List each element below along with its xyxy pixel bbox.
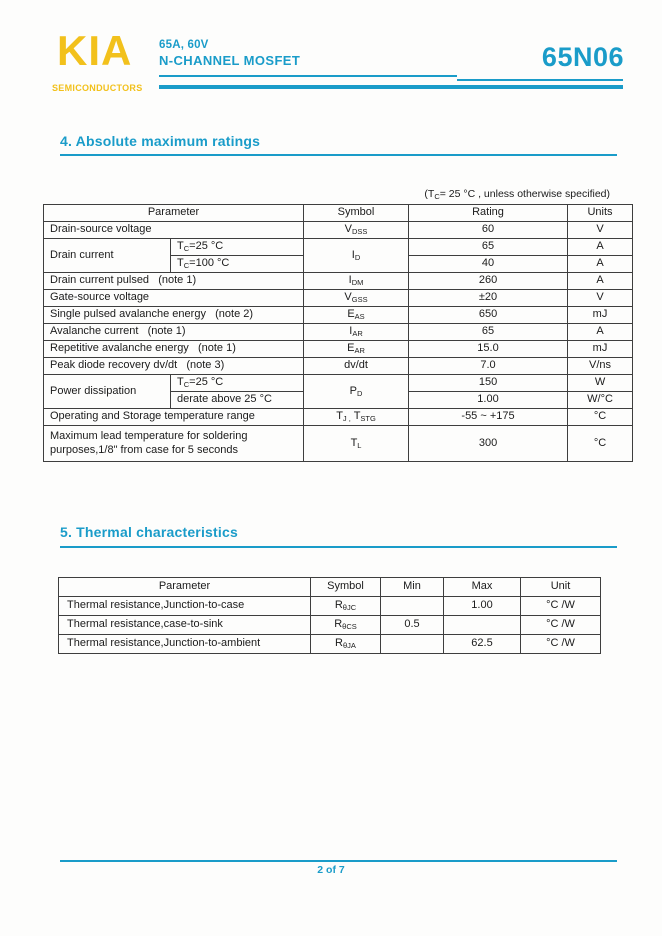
param-cell: Power dissipation: [44, 375, 171, 409]
section5-rule: [60, 546, 617, 548]
table-header-row: [59, 578, 601, 597]
rating-cell: 1.00: [409, 392, 568, 409]
symbol-cell: $P_D$: [304, 375, 409, 409]
col-header-symbol: Symbol: [304, 205, 409, 222]
brand-logo: KIA: [57, 27, 133, 74]
units-cell: °C: [568, 426, 633, 462]
table-row: [44, 307, 633, 324]
units-cell: A: [568, 324, 633, 341]
rating-cell: 65: [409, 239, 568, 256]
symbol-cell: $T_{J ,}$ $T_{STG}$: [304, 409, 409, 426]
rating-cell: 60: [409, 222, 568, 239]
table-row: [44, 222, 633, 239]
table-row: [44, 426, 633, 462]
device-description: [159, 39, 300, 68]
min-cell: [381, 597, 444, 616]
col-header-symbol: Symbol: [311, 578, 381, 597]
rating-cell: -55 ~ +175: [409, 409, 568, 426]
param-cell: Avalanche current (note 1): [44, 324, 304, 341]
condition-note: ($T_C= 25$ °C , unless otherwise specified): [424, 188, 610, 201]
param-cell: Thermal resistance,Junction-to-case: [59, 597, 311, 616]
table-row: [44, 375, 633, 392]
table-header-row: [44, 205, 633, 222]
param-cell: Drain current pulsed (note 1): [44, 273, 304, 290]
param-cell: Drain current: [44, 239, 171, 273]
min-cell: [381, 635, 444, 654]
unit-cell: °C /W: [521, 616, 601, 635]
sub-param-cell: derate above 25 °C: [171, 392, 304, 409]
rating-cell: 7.0: [409, 358, 568, 375]
symbol-cell: $E_{AR}$: [304, 341, 409, 358]
unit-cell: °C /W: [521, 635, 601, 654]
header-rule-thick: [159, 85, 623, 89]
symbol-cell: $R_{\theta CS}$: [311, 616, 381, 635]
param-cell: Single pulsed avalanche energy (note 2): [44, 307, 304, 324]
rating-cell: 300: [409, 426, 568, 462]
param-cell: Peak diode recovery dv/dt (note 3): [44, 358, 304, 375]
unit-cell: °C /W: [521, 597, 601, 616]
col-header-max: Max: [444, 578, 521, 597]
max-cell: 62.5: [444, 635, 521, 654]
symbol-cell: $I_{DM}$: [304, 273, 409, 290]
col-header-parameter: Parameter: [44, 205, 304, 222]
symbol-cell: $V_{GSS}$: [304, 290, 409, 307]
units-cell: W/°C: [568, 392, 633, 409]
section5-title: 5. Thermal characteristics: [60, 524, 238, 540]
thermal-characteristics-table: [58, 577, 601, 654]
rating-cell: 150: [409, 375, 568, 392]
param-cell: Operating and Storage temperature range: [44, 409, 304, 426]
units-cell: mJ: [568, 307, 633, 324]
table-row: [59, 597, 601, 616]
param-cell: Maximum lead temperature for soldering purposes,1/8" from case for 5 seconds: [44, 426, 304, 462]
symbol-cell: $E_{AS}$: [304, 307, 409, 324]
col-header-parameter: Parameter: [59, 578, 311, 597]
brand-logo-subtext: SEMICONDUCTORS: [52, 83, 143, 93]
sub-param-cell: $T_C=100$ °C: [171, 256, 304, 273]
min-cell: 0.5: [381, 616, 444, 635]
table-row: [44, 409, 633, 426]
units-cell: A: [568, 273, 633, 290]
table-row: [44, 239, 633, 256]
rating-cell: 65: [409, 324, 568, 341]
units-cell: V/ns: [568, 358, 633, 375]
rating-cell: 15.0: [409, 341, 568, 358]
section4-title: 4. Absolute maximum ratings: [60, 133, 261, 149]
col-header-units: Units: [568, 205, 633, 222]
units-cell: V: [568, 222, 633, 239]
col-header-unit: Unit: [521, 578, 601, 597]
symbol-cell: $R_{\theta JC}$: [311, 597, 381, 616]
header-rule-thin-left: [159, 75, 457, 77]
section4-rule: [60, 154, 617, 156]
param-cell: Thermal resistance,case-to-sink: [59, 616, 311, 635]
table-row: [44, 290, 633, 307]
col-header-min: Min: [381, 578, 444, 597]
symbol-cell: $T_L$: [304, 426, 409, 462]
part-number: 65N06: [541, 42, 624, 72]
table-row: [44, 358, 633, 375]
max-cell: 1.00: [444, 597, 521, 616]
param-cell: Thermal resistance,Junction-to-ambient: [59, 635, 311, 654]
max-cell: [444, 616, 521, 635]
absolute-maximum-ratings-table: [43, 204, 633, 462]
table-row: [59, 616, 601, 635]
rating-cell: ±20: [409, 290, 568, 307]
symbol-cell: $I_D$: [304, 239, 409, 273]
table-row: [44, 341, 633, 358]
units-cell: V: [568, 290, 633, 307]
page-indicator: 2 of 7: [317, 864, 345, 876]
rating-cell: 40: [409, 256, 568, 273]
col-header-rating: Rating: [409, 205, 568, 222]
symbol-cell: $R_{\theta JA}$: [311, 635, 381, 654]
table-row: [44, 324, 633, 341]
device-rating-line: 65A, 60V: [159, 39, 209, 51]
symbol-cell: $I_{AR}$: [304, 324, 409, 341]
param-cell: Gate-source voltage: [44, 290, 304, 307]
units-cell: °C: [568, 409, 633, 426]
device-type-line: N-CHANNEL MOSFET: [159, 53, 301, 68]
symbol-cell: $V_{DSS}$: [304, 222, 409, 239]
header-rule-thin-right: [457, 79, 623, 81]
table-row: [59, 635, 601, 654]
table-row: [44, 273, 633, 290]
rating-cell: 260: [409, 273, 568, 290]
param-cell: Repetitive avalanche energy (note 1): [44, 341, 304, 358]
units-cell: A: [568, 239, 633, 256]
units-cell: W: [568, 375, 633, 392]
sub-param-cell: $T_C=25$ °C: [171, 375, 304, 392]
param-cell: Drain-source voltage: [44, 222, 304, 239]
symbol-cell: dv/dt: [304, 358, 409, 375]
footer-rule: [60, 860, 617, 862]
units-cell: mJ: [568, 341, 633, 358]
units-cell: A: [568, 256, 633, 273]
sub-param-cell: $T_C=25$ °C: [171, 239, 304, 256]
rating-cell: 650: [409, 307, 568, 324]
